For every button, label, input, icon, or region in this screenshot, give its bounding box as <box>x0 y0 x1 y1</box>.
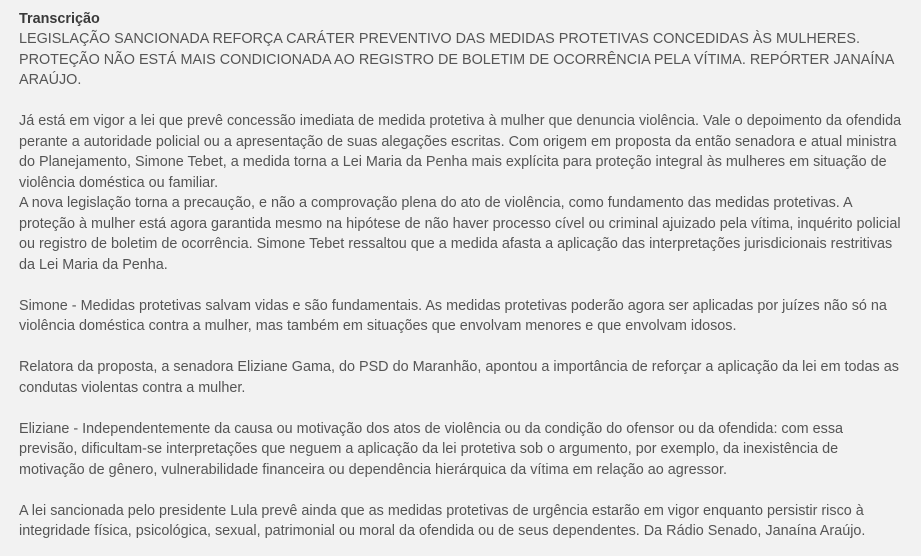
paragraph-spacer <box>19 337 902 358</box>
transcript-paragraph-4: Relatora da proposta, a senadora Eliziane Gama, do PSD do Maranhão, apontou a importância de reforçar a aplicação da lei em todas as condutas violentas contra a mulher. <box>19 359 899 396</box>
transcript-paragraph-1: Já está em vigor a lei que prevê concessão imediata de medida protetiva à mulher que denuncia violência. Vale o depoimento da ofendida perante a autoridade policial ou a apresentação de suas alegações escritas. Com origem em proposta da então senadora e atual ministra do Planejamento, Simone Tebet, a medida torna a Lei Maria da Penha mais explícita para proteção integral às mulheres em situação de violência doméstica ou familiar. <box>19 113 902 191</box>
transcript-paragraph-2: A nova legislação torna a precaução, e não a comprovação plena do ato de violência, como fundamento das medidas protetivas. A proteção à mulher está agora garantida mesmo na hipótese de não haver processo cível ou criminal ajuizado pela vítima, inquérito policial ou registro de boletim de ocorrência. Simone Tebet ressaltou que a medida afasta a aplicação das interpretações jurisdicionais restritivas da Lei Maria da Penha. <box>19 195 901 273</box>
paragraph-spacer <box>19 275 902 296</box>
paragraph-spacer <box>19 480 902 501</box>
transcript-paragraph-6: A lei sancionada pelo presidente Lula prevê ainda que as medidas protetivas de urgência estarão em vigor enquanto persistir risco à integridade física, psicológica, sexual, patrimonial ou moral da ofendida ou de seus dependentes. Da Rádio Senado, Janaína Araújo. <box>19 502 866 539</box>
transcript-lead: LEGISLAÇÃO SANCIONADA REFORÇA CARÁTER PREVENTIVO DAS MEDIDAS PROTETIVAS CONCEDIDAS ÀS MULHERES. PROTEÇÃO NÃO ESTÁ MAIS CONDICIONADA AO REGISTRO DE BOLETIM DE OCORRÊNCIA PELA VÍTIMA. REPÓRTER JANAÍNA ARAÚJO. <box>19 31 894 88</box>
transcript-heading: Transcrição <box>19 11 100 27</box>
paragraph-spacer <box>19 398 902 419</box>
transcript-paragraph-5: Eliziane - Independentemente da causa ou motivação dos atos de violência ou da condição do ofensor ou da ofendida: com essa previsão, dificultam-se interpretações que neguem a aplicação da lei protetiva sob o argumento, por exemplo, da inexistência de motivação de gênero, vulnerabilidade financeira ou dependência hierárquica da vítima em relação ao agressor. <box>19 420 844 478</box>
paragraph-spacer <box>19 91 902 112</box>
transcript-paragraph-3: Simone - Medidas protetivas salvam vidas e são fundamentais. As medidas protetivas poderão agora ser aplicadas por juízes não só na violência doméstica contra a mulher, mas também em situações que envolvam menores e que envolvam idosos. <box>19 297 887 334</box>
